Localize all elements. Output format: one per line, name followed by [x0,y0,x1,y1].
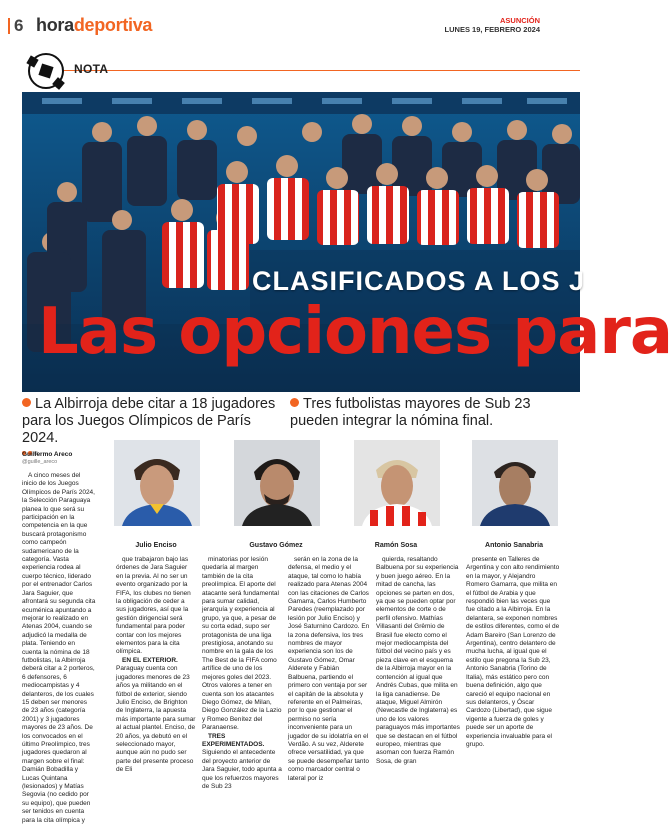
author-name: Guillermo Areco [22,451,73,458]
body-paragraph: Paraguay cuenta con jugadores menores de 23 años ya militando en el fútbol de exterior, siendo Julio Enciso, de Brighton de Inglaterra, la apuesta más importante para sumar al actual plantel. Enciso, de 20 años, ya debutó en el seleccionado mayor, aunque aún no pudo ser parte del presente proceso de Eli [116,665,196,774]
masthead [0,0,580,40]
player-card [458,440,570,550]
photo-kicker: CLASIFICADOS A LOS J [252,266,586,296]
player-portraits [100,440,570,550]
body-paragraph: quierda, resaltando Balbuena por su experiencia y buen juego aéreo. En la mitad de cancha, las opciones se parten en dos, ya que se pueden optar por elementos de corte o de perfil ofensivo. Mathías Villasanti del Grêmio de Brasil fue electo como el mejor mediocampista del fútbol del vecino país y es pieza clave en el esquema de la Albirroja mayor en la contención al igual que Andrés Cubas, que milita en la liga canadiense. De ataque, Miguel Almirón (Newcastle de Inglaterra) es uno de los valores paraguayos más importantes que se destacan en el fútbol europeo, mientras que asoman con fuerza Ramón Sosa, de gran [376,556,460,765]
brand-part2: deportiva [73,15,153,35]
body-paragraph: presente en Talleres de Argentina y con alto rendimiento en la mayor, y Alejandro Romero Gamarra, que milita en el fútbol de Arabia y que respondió bien las veces que fue citado a la Albirroja. En la delantera, se exponen nombres de estilos diferentes, como el de Adam Bareiro (San Lorenzo de Argentina), centro delantero de mucha lucha, al igual que el estilo que pregona la Sub 23, Antonio Sanabria (Torino de Italia), más estático pero con buena definición, algo que careció el equipo nacional en sus delanteros, y Óscar Cardozo (Libertad), que sigue vigente a fuerza de goles y puede ser un aporte de experiencia invaluable para el grupo. [466,556,560,748]
section-bar [0,53,580,89]
body-paragraph: que trabajaron bajo las órdenes de Jara Saguier en la previa. Al no ser un evento organizado por la FIFA, los clubes no tienen la obligación de ceder a sus jugadores, así que la gestión dirigencial será fundamental para poder contar con los mejores elementos para la cita olímpica. [116,556,191,656]
dateline-date: LUNES 19, FEBRERO 2024 [444,25,540,34]
author-handle: @guille_areco [22,459,58,465]
subhead: EN EL EXTERIOR. [122,656,178,664]
dateline [445,16,540,34]
section-rule [55,70,580,71]
player-photo [472,440,558,526]
soccer-ball-icon [28,53,64,89]
page-number: 6 [14,16,24,35]
body-paragraph: A cinco meses del inicio de los Juegos Olímpicos de París 2024, la Selección Paraguaya planea lo que será su participación en la competencia en la que buscará protagonismo como campeón sudamericano de la categoría. Vasta experiencia rodea al cuerpo técnico, liderado por el entrenador Carlos Jara Saguier, que afrontará su segunda cita ecuménica apuntando a mejorar lo realizado en Atenas 2004, cuando se adjudicó la medalla de plata. Teniendo en cuenta la nómina de 18 futbolistas, la Albirroja deberá citar a 2 porteros, 6 defensores, 6 mediocampistas y 4 delanteros, de los cuales 15 deben ser menores de 23 años (categoría 2001) y 3 jugadores mayores de 23 años. De los convocados en el último Preolímpico, tres jugadores quedaron al margen sobre el final: Damián Bobadilla y Lucas Quintana (lesionados) y Matías Segovia (no cedido por su equipo), que pueden ser tenidos en cuenta para la cita olímpica y [22,472,96,824]
player-card [100,440,212,550]
body-column-3 [202,556,282,790]
byline-dots [22,442,42,448]
body-column-5 [376,556,460,765]
deck-text-2: Tres futbolistas mayores de Sub 23 pueden integrar la nómina final. [290,396,531,429]
body-column-6 [466,556,560,752]
player-name: Julio Enciso [135,542,177,549]
player-card [220,440,332,550]
bullet-icon [22,398,31,407]
deck-item-2 [290,396,560,430]
section-label: NOTA [74,62,109,76]
player-photo [114,440,200,526]
headline: Las opciones para [38,295,672,369]
player-photo [354,440,440,526]
brand-part1: hora [36,15,74,35]
player-name: Ramón Sosa [374,542,418,549]
body-paragraph: Siguiendo el antecedente del proyecto anterior de Jara Saguier, todo apunta a que los refuerzos mayores de Sub 23 [202,749,282,790]
body-column-4 [288,556,370,782]
brand-logo [36,15,152,36]
player-name: Antonio Sanabria [485,542,543,549]
dateline-city: ASUNCIÓN [499,16,540,25]
body-column-2 [116,556,196,774]
bullet-icon [290,398,299,407]
player-name: Gustavo Gómez [249,542,303,549]
player-card [340,440,452,550]
player-photo [234,440,320,526]
body-paragraph: serán en la zona de la defensa, el medio y el ataque, tal como lo había realizado para Atenas 2004 con las citaciones de Carlos Gamarra, Carlos Humberto Paredes (reemplazado por lesión por Julio Enciso) y José Saturnino Cardozo. En la zona defensiva, los tres nombres de mayor experiencia son los de Gustavo Gómez, Omar Alderete y Fabián Balbuena, partiendo el primero con ventaja por ser el capitán de la absoluta y referente en el Palmeiras, por lo que gestionar el permiso no sería inconveniente para un jugador de su idolatría en el Verdão. A su vez, Alderete ofrece versatilidad, ya que se puede desempeñar tanto como marcador central o lateral por iz [288,556,370,782]
body-paragraph: minatorias por lesión quedaría al margen también de la cita preolímpica. El aporte del atacante será fundamental para sumar calidad, jerarquía y experiencia al grupo, ya que, a pesar de su corta edad, supo ser protagonista de una liga prestigiosa, anotando su nombre en la gala de los The Best de la FIFA como artífice de uno de los mejores goles del 2023. Otros valores a tener en cuenta son los atacantes Diego Gómez, de Milan, Diego González de la Lazio y Romeo Benítez del Paranaense. [202,556,282,732]
deck-text-1: La Albirroja debe citar a 18 jugadores para los Juegos Olímpicos de París 2024. [22,396,276,446]
body-column-1 [22,472,96,824]
subhead: TRES EXPERIMENTADOS. [202,732,265,748]
